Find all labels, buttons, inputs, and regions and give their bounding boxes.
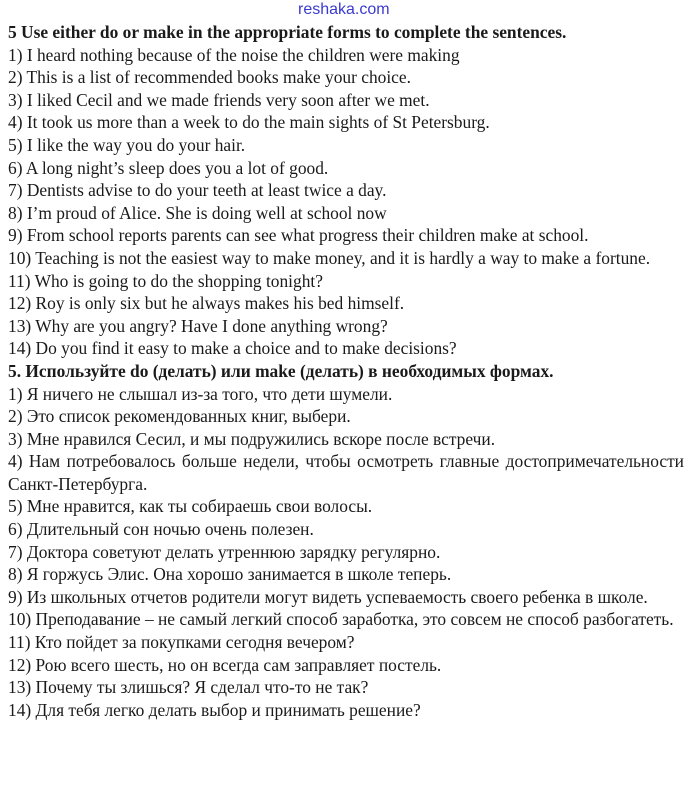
english-item: 12) Roy is only six but he always makes his bed himself. bbox=[8, 293, 405, 314]
english-item: 6) A long night’s sleep does you a lot of good. bbox=[8, 157, 329, 178]
russian-item: 9) Из школьных отчетов родители могут видеть успеваемость своего ребенка в школе. bbox=[8, 586, 648, 607]
english-item: 10) Teaching is not the easiest way to make money, and it is hardly a way to make a fortune. bbox=[8, 247, 651, 268]
russian-item: 12) Рою всего шесть, но он всегда сам заправляет постель. bbox=[8, 654, 442, 675]
russian-item: 7) Доктора советуют делать утреннюю зарядку регулярно. bbox=[8, 541, 441, 562]
russian-item: 13) Почему ты злишься? Я сделал что-то не так? bbox=[8, 677, 369, 698]
russian-item: 8) Я горжусь Элис. Она хорошо занимается в школе теперь. bbox=[8, 564, 452, 585]
english-item: 4) It took us more than a week to do the main sights of St Petersburg. bbox=[8, 112, 490, 133]
russian-heading: 5. Используйте do (делать) или make (делать) в необходимых формах. bbox=[8, 360, 554, 381]
russian-item: 6) Длительный сон ночью очень полезен. bbox=[8, 519, 314, 540]
english-item: 7) Dentists advise to do your teeth at least twice a day. bbox=[8, 180, 387, 201]
english-item: 1) I heard nothing because of the noise the children were making bbox=[8, 44, 460, 65]
english-item: 5) I like the way you do your hair. bbox=[8, 134, 246, 155]
russian-item: 14) Для тебя легко делать выбор и принимать решение? bbox=[8, 699, 421, 720]
russian-item: 3) Мне нравился Сесил, и мы подружились вскоре после встречи. bbox=[8, 428, 496, 449]
russian-item: 4) Нам потребовалось больше недели, чтобы осмотреть главные достопримечательности Санкт-Петербурга. bbox=[8, 451, 684, 494]
english-item: 2) This is a list of recommended books make your choice. bbox=[8, 67, 411, 88]
english-item: 13) Why are you angry? Have I done anything wrong? bbox=[8, 315, 388, 336]
russian-item: 10) Преподавание – не самый легкий способ заработка, это совсем не способ разбогатеть. bbox=[8, 609, 674, 630]
exercise-document bbox=[8, 21, 684, 721]
russian-item: 1) Я ничего не слышал из-за того, что дети шумели. bbox=[8, 383, 393, 404]
russian-item: 11) Кто пойдет за покупками сегодня вечером? bbox=[8, 632, 355, 653]
english-item: 9) From school reports parents can see what progress their children make at school. bbox=[8, 225, 589, 246]
english-item: 14) Do you find it easy to make a choice and to make decisions? bbox=[8, 338, 457, 359]
english-item: 8) I’m proud of Alice. She is doing well at school now bbox=[8, 202, 387, 223]
russian-item: 5) Мне нравится, как ты собираешь свои волосы. bbox=[8, 496, 373, 517]
english-heading: 5 Use either do or make in the appropriate forms to complete the sentences. bbox=[8, 22, 567, 42]
english-item: 3) I liked Cecil and we made friends very soon after we met. bbox=[8, 89, 430, 110]
english-item: 11) Who is going to do the shopping tonight? bbox=[8, 270, 323, 291]
site-watermark-header[interactable]: reshaka.com bbox=[298, 1, 390, 18]
russian-item: 2) Это список рекомендованных книг, выбери. bbox=[8, 406, 351, 427]
